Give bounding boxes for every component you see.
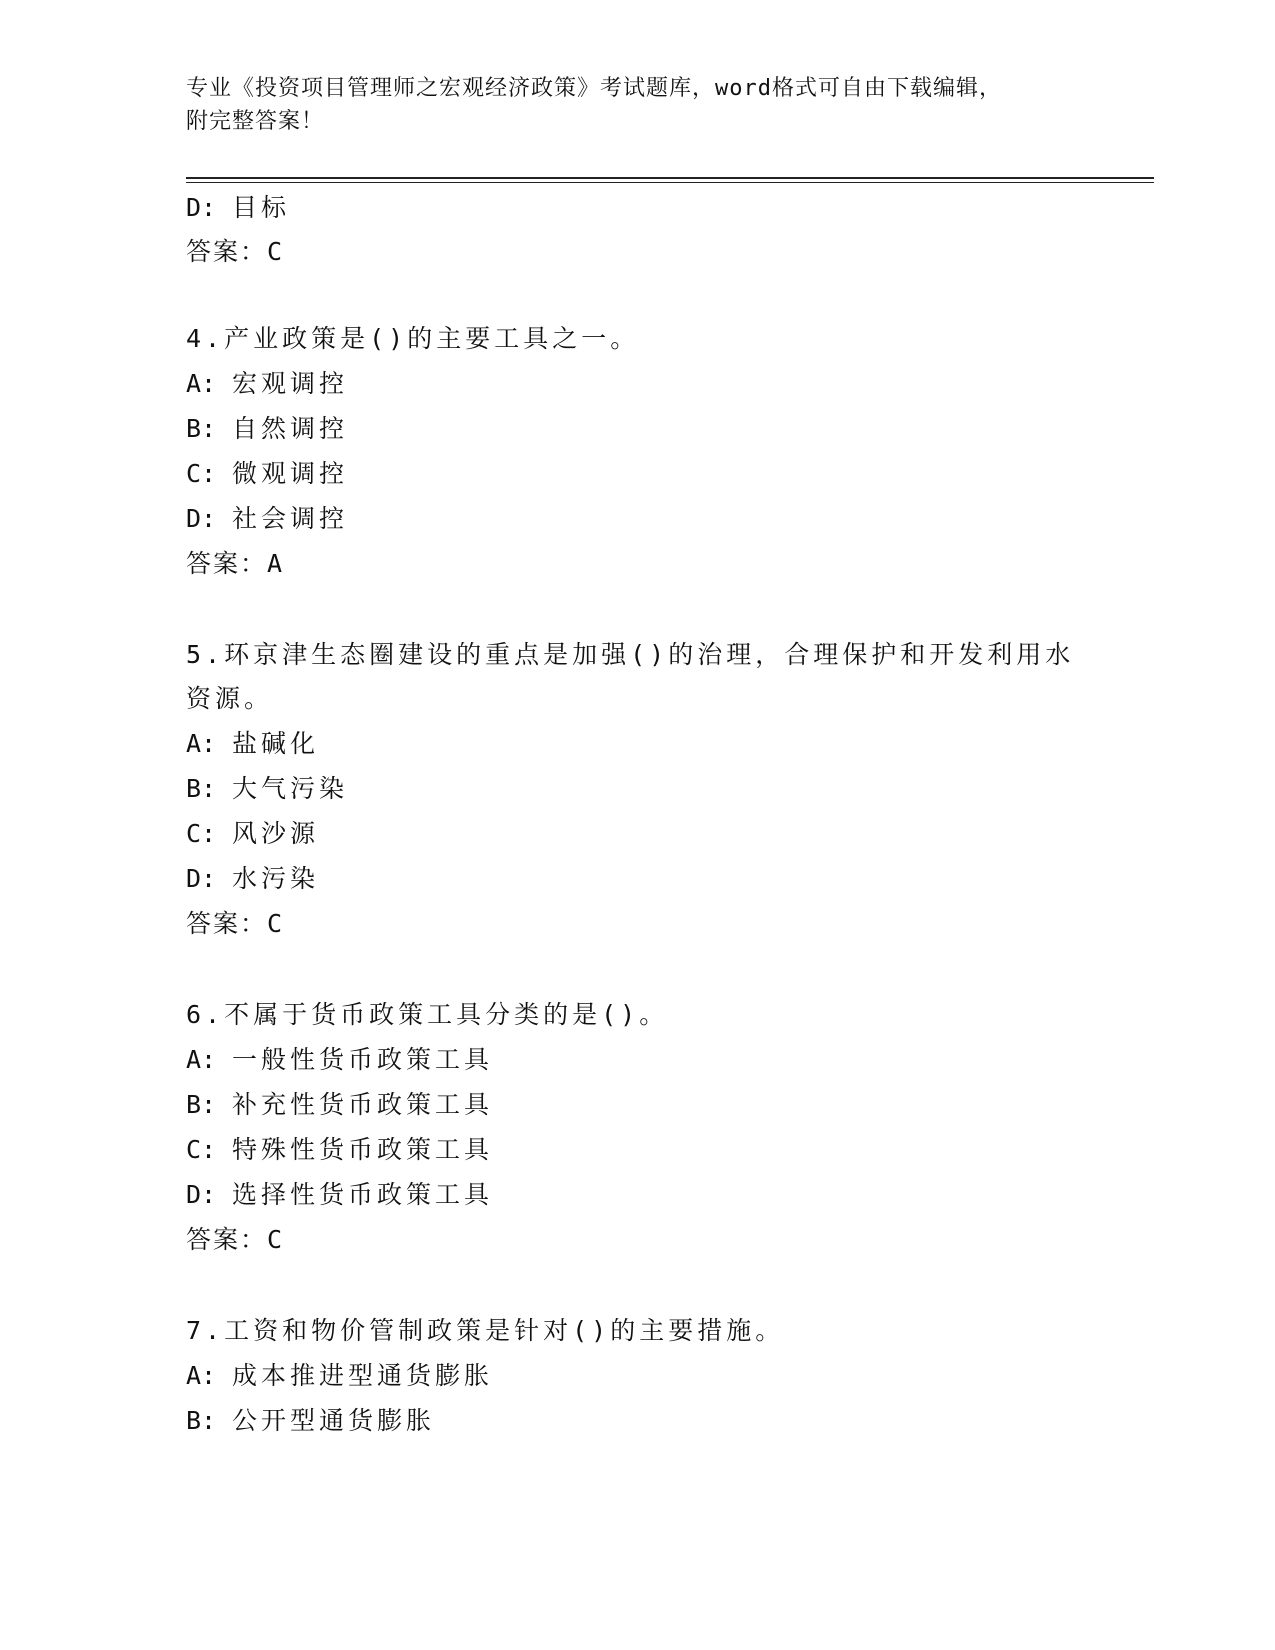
q7-option-b <box>186 1406 435 1436</box>
answer-value: A <box>267 549 283 578</box>
option-label: C: <box>186 819 217 848</box>
option-text: 特殊性货币政策工具 <box>232 1135 494 1164</box>
option-label: C: <box>186 1135 217 1164</box>
option-text: 一般性货币政策工具 <box>232 1045 494 1074</box>
q4-option-a <box>186 369 348 399</box>
option-text: 社会调控 <box>232 504 349 533</box>
q6-option-a <box>186 1045 493 1075</box>
q3-option-d <box>186 193 290 223</box>
option-text: 补充性货币政策工具 <box>232 1090 494 1119</box>
option-label: B: <box>186 1090 217 1119</box>
option-label: D: <box>186 504 217 533</box>
option-label: B: <box>186 414 217 443</box>
q5-stem-line-1: 5.环京津生态圈建设的重点是加强()的治理，合理保护和开发利用水 <box>186 640 1075 669</box>
q6-answer <box>186 1225 282 1255</box>
option-text: 盐碱化 <box>232 729 320 758</box>
header-divider-thin <box>186 182 1154 183</box>
option-label: A: <box>186 369 217 398</box>
option-label: B: <box>186 1406 217 1435</box>
option-label: A: <box>186 1045 217 1074</box>
q7-stem: 7.工资和物价管制政策是针对()的主要措施。 <box>186 1316 785 1345</box>
header-line-2: 附完整答案！ <box>186 109 325 134</box>
option-label: A: <box>186 729 217 758</box>
option-text: 选择性货币政策工具 <box>232 1180 494 1209</box>
q4-answer <box>186 549 282 579</box>
q6-stem: 6.不属于货币政策工具分类的是()。 <box>186 1000 669 1029</box>
q4-option-c <box>186 459 348 489</box>
option-text: 微观调控 <box>232 459 349 488</box>
answer-label: 答案： <box>186 909 268 938</box>
option-text: 宏观调控 <box>232 369 349 398</box>
q5-option-b <box>186 774 348 804</box>
option-text: 公开型通货膨胀 <box>232 1406 436 1435</box>
q5-option-d <box>186 864 319 894</box>
q5-answer <box>186 909 282 939</box>
q6-option-c <box>186 1135 493 1165</box>
answer-label: 答案： <box>186 237 268 266</box>
q6-option-d <box>186 1180 493 1210</box>
option-label: B: <box>186 774 217 803</box>
option-label: A: <box>186 1361 217 1390</box>
option-text: 水污染 <box>232 864 320 893</box>
header-line-1: 专业《投资项目管理师之宏观经济政策》考试题库，word格式可自由下载编辑， <box>186 76 1002 101</box>
answer-label: 答案： <box>186 1225 268 1254</box>
q6-option-b <box>186 1090 493 1120</box>
q4-stem: 4.产业政策是()的主要工具之一。 <box>186 324 640 353</box>
option-label: D: <box>186 1180 217 1209</box>
option-text: 风沙源 <box>232 819 320 848</box>
q4-option-d <box>186 504 348 534</box>
q5-option-a <box>186 729 319 759</box>
answer-label: 答案： <box>186 549 268 578</box>
option-text: 大气污染 <box>232 774 349 803</box>
option-text: 成本推进型通货膨胀 <box>232 1361 494 1390</box>
option-text: 自然调控 <box>232 414 349 443</box>
q5-stem-line-2: 资源。 <box>186 684 274 713</box>
option-label: D: <box>186 193 217 222</box>
option-label: D: <box>186 864 217 893</box>
header-divider-thick <box>186 177 1154 179</box>
q4-option-b <box>186 414 348 444</box>
q5-option-c <box>186 819 319 849</box>
option-text: 目标 <box>232 193 291 222</box>
q7-option-a <box>186 1361 493 1391</box>
q3-answer <box>186 237 282 267</box>
answer-value: C <box>267 237 283 266</box>
answer-value: C <box>267 1225 283 1254</box>
document-header <box>186 72 1086 138</box>
answer-value: C <box>267 909 283 938</box>
option-label: C: <box>186 459 217 488</box>
